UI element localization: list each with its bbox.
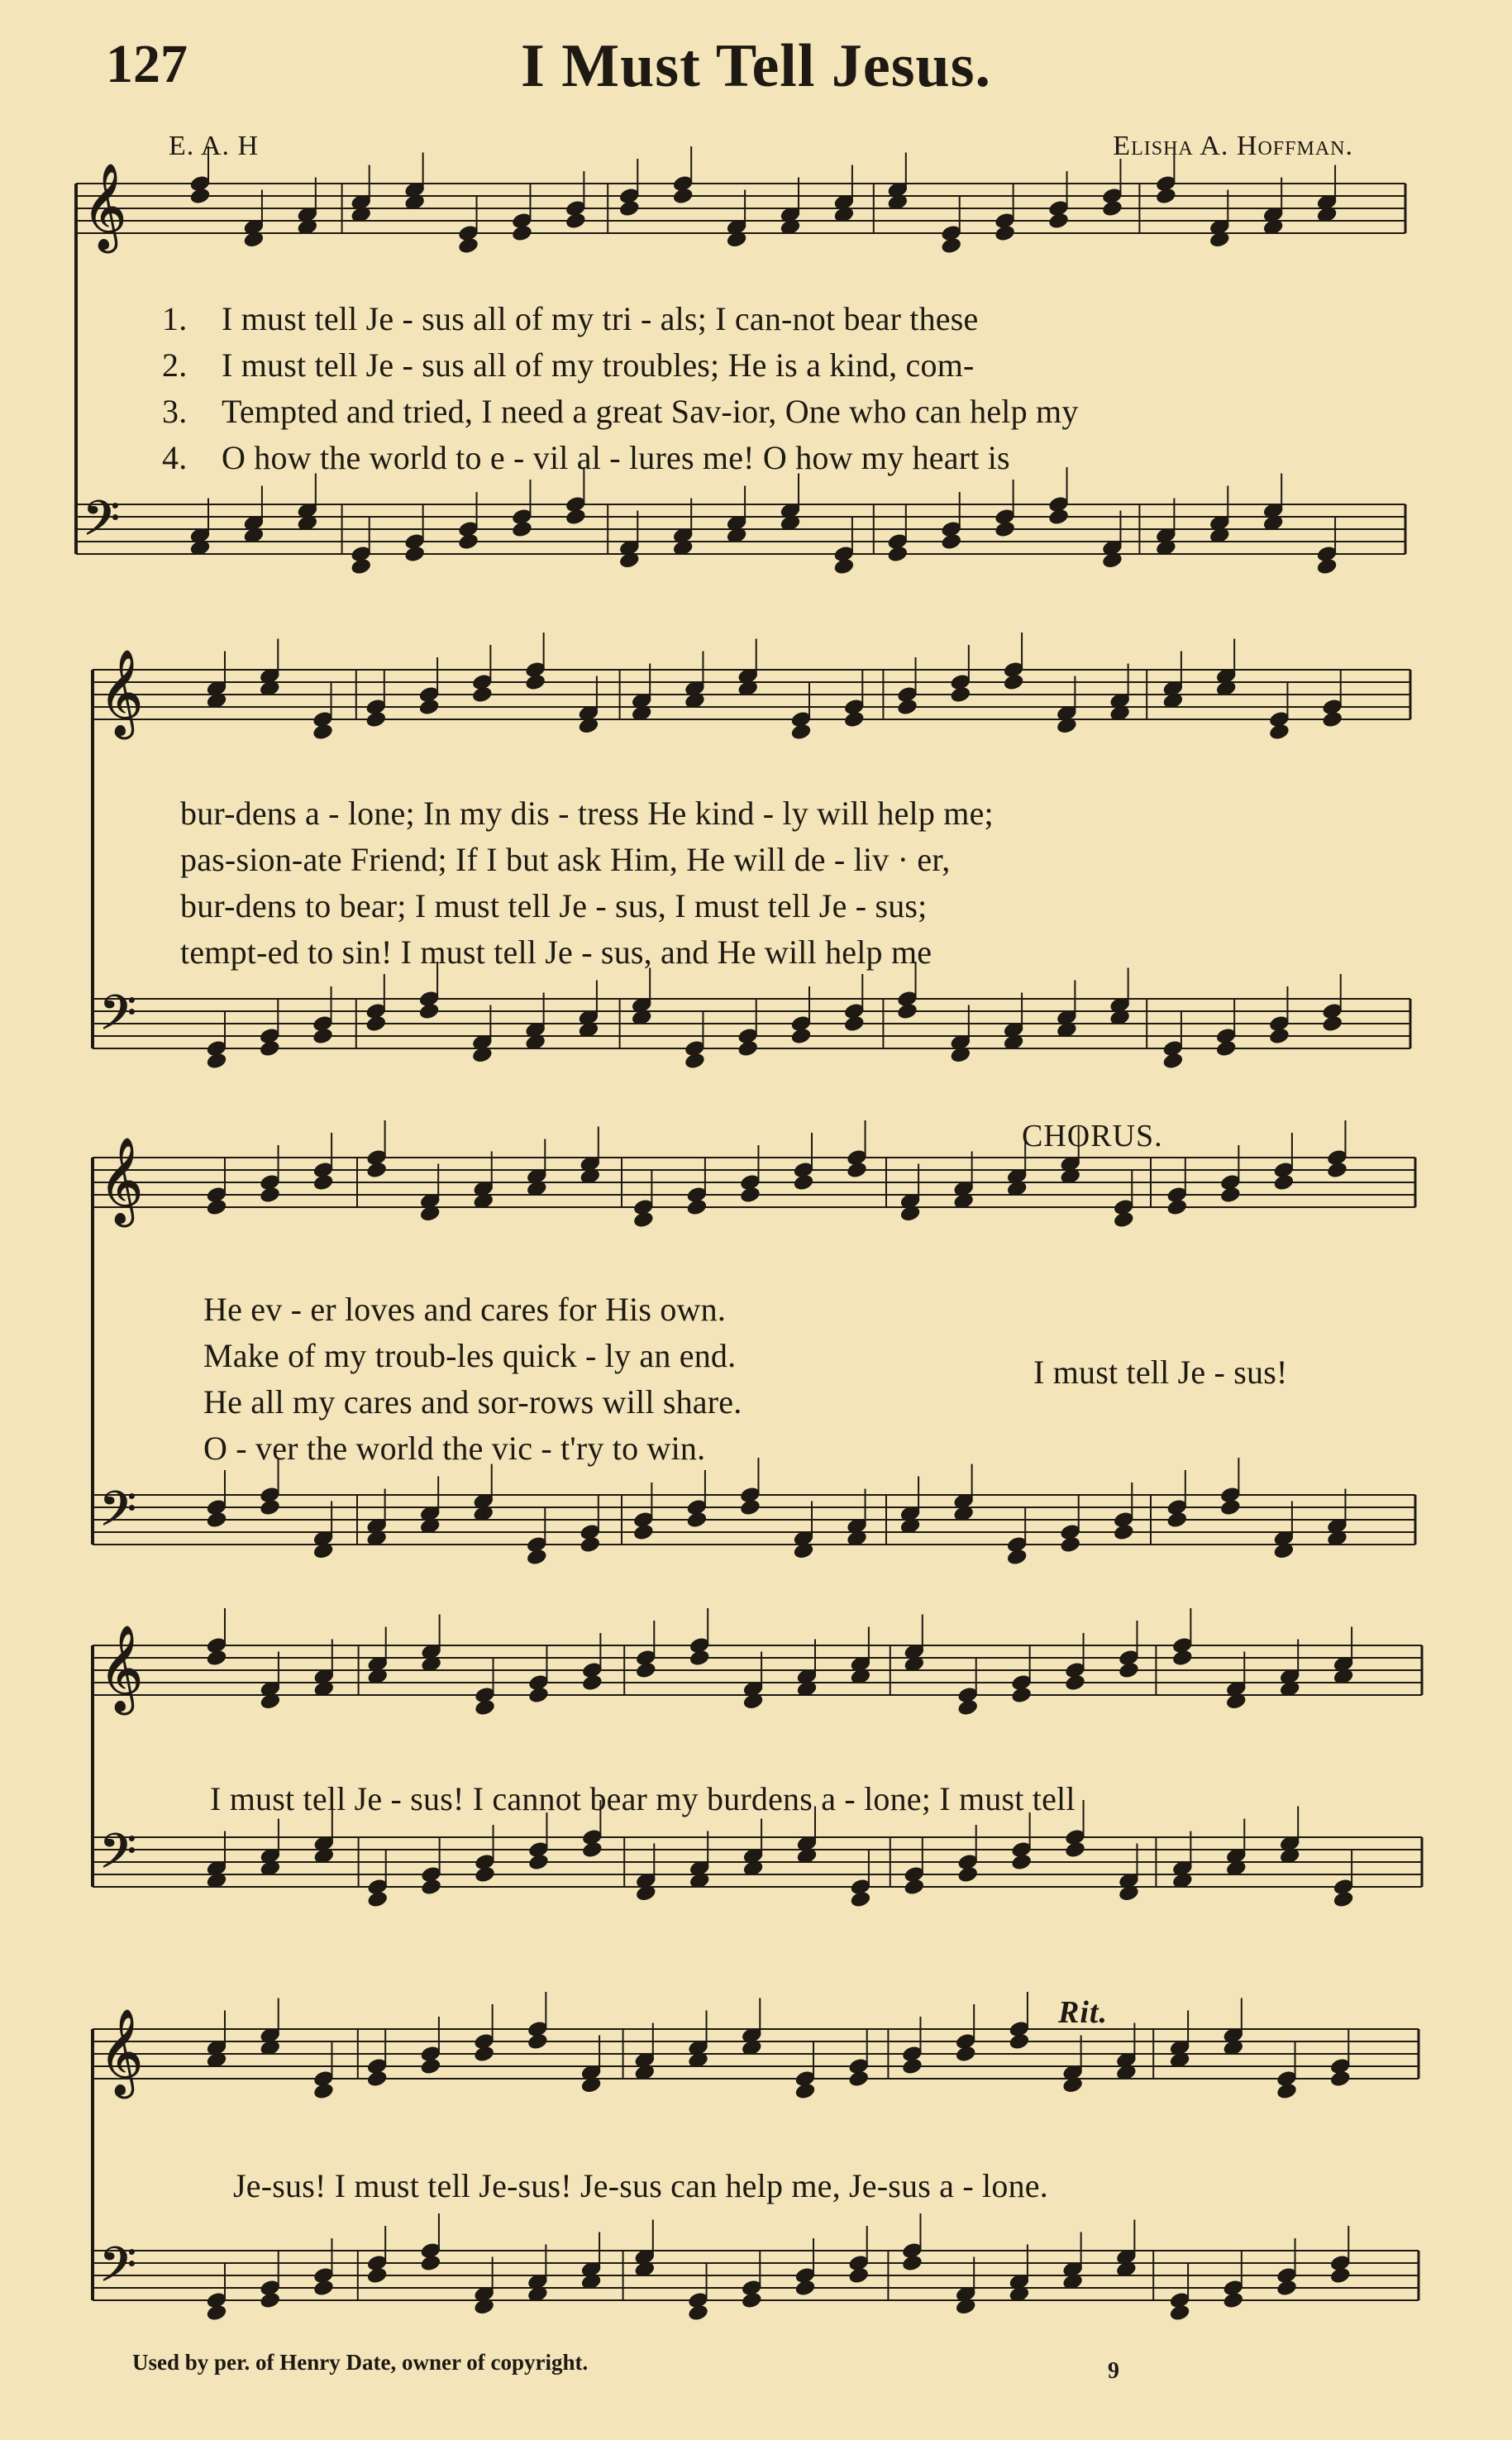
note-head [632, 1523, 654, 1541]
note-head [418, 1002, 440, 1020]
note-head [887, 545, 909, 563]
note-head [740, 1498, 761, 1516]
note-head [1223, 2291, 1244, 2309]
note-head [897, 1002, 918, 1020]
note-head [581, 1841, 603, 1859]
note-head [941, 236, 962, 255]
note-head [312, 723, 334, 741]
note-head [528, 1853, 550, 1871]
note-head [1113, 1210, 1134, 1229]
note-head [957, 1698, 979, 1717]
note-head [902, 2254, 923, 2272]
note-head [527, 2032, 548, 2051]
verse-2-line-3: Make of my troub-les quick - ly an end. [203, 1337, 737, 1374]
note-head [684, 1052, 706, 1070]
note-head [366, 1161, 388, 1179]
note-head [790, 1027, 812, 1045]
verse-3-line-1: 3. Tempted and tried, I need a great Sav-ior, One who can help my [162, 393, 1079, 430]
note-head [1276, 2082, 1298, 2100]
treble-clef: 𝄞 [83, 163, 127, 250]
note-head [189, 187, 211, 205]
bass-clef: 𝄢 [83, 490, 121, 558]
note-head [1322, 710, 1343, 728]
note-head [1162, 1052, 1184, 1070]
note-head [1215, 1039, 1237, 1058]
note-head [1322, 1015, 1343, 1033]
note-head [635, 1661, 656, 1679]
note-head [421, 1878, 442, 1896]
note-head [848, 2070, 870, 2088]
note-head [1006, 1548, 1028, 1566]
note-head [994, 520, 1016, 538]
note-head [902, 2057, 923, 2075]
note-head [904, 1878, 925, 1896]
note-head [475, 1698, 496, 1717]
verse-4-line-3: O - ver the world the vic - t'ry to win. [203, 1430, 706, 1467]
note-head [206, 1198, 227, 1216]
note-head [843, 710, 865, 728]
note-head [1327, 1161, 1348, 1179]
bass-clef: 𝄢 [99, 1823, 137, 1891]
note-head [950, 685, 971, 704]
note-head [1269, 1027, 1290, 1045]
note-head [1065, 1674, 1086, 1692]
note-head [957, 1865, 979, 1884]
verse-3-line-3: He all my cares and sor-rows will share. [203, 1383, 742, 1421]
note-head [312, 1027, 334, 1045]
treble-clef: 𝄞 [99, 649, 144, 736]
verse-3-line-2: bur-dens to bear; I must tell Je - sus, I must tell Je - sus; [180, 887, 928, 924]
note-head [418, 698, 440, 716]
note-head [850, 1890, 871, 1908]
note-head [1011, 1853, 1033, 1871]
note-head [1329, 2070, 1351, 2088]
note-head [206, 1052, 227, 1070]
note-head [512, 224, 533, 242]
note-head [672, 187, 694, 205]
note-head [565, 508, 586, 526]
note-head [897, 698, 918, 716]
note-head [737, 1039, 759, 1058]
verse-1-line-1: 1. I must tell Je - sus all of my tri - als; I can-not bear these [162, 300, 979, 337]
hymn-title: I Must Tell Jesus. [520, 32, 992, 100]
note-head [1011, 1686, 1033, 1704]
note-head [793, 1173, 814, 1191]
note-head [313, 2279, 335, 2297]
note-head [260, 1498, 281, 1516]
note-head [565, 212, 586, 230]
note-head [1060, 1535, 1081, 1554]
note-head [581, 1674, 603, 1692]
chorus-line-3: Je-sus! I must tell Je-sus! Je-sus can help me, Je-sus a - lone. [233, 2167, 1048, 2204]
note-head [404, 545, 426, 563]
note-head [365, 710, 387, 728]
copyright-notice: Used by per. of Henry Date, owner of copyright. [132, 2350, 589, 2375]
treble-clef: 𝄞 [99, 1625, 144, 1712]
note-head [1329, 2266, 1351, 2285]
note-head [260, 2291, 281, 2309]
ritardando-marking: Rit. [1058, 1995, 1108, 2030]
note-head [580, 1535, 601, 1554]
note-head [1166, 1198, 1188, 1216]
note-head [367, 1890, 389, 1908]
composer-credit: Elisha A. Hoffman. [1113, 131, 1353, 161]
note-head [1276, 2279, 1298, 2297]
note-head [632, 1210, 654, 1229]
note-head [365, 1015, 387, 1033]
note-head [843, 1015, 865, 1033]
note-head [847, 1161, 868, 1179]
note-head [1219, 1186, 1241, 1204]
note-head [1155, 187, 1176, 205]
verse-1-line-3: He ev - er loves and cares for His own. [203, 1291, 727, 1328]
note-head [474, 2045, 495, 2063]
note-head [458, 236, 479, 255]
chorus-line-2: I must tell Je - sus! I cannot bear my burdens a - lone; I must tell [210, 1780, 1076, 1817]
note-head [512, 520, 533, 538]
verse-2-line-2: pas-sion-ate Friend; If I but ask Him, He will de - liv · er, [180, 841, 951, 878]
note-head [833, 557, 855, 575]
note-head [1118, 1661, 1140, 1679]
treble-clef: 𝄞 [99, 1137, 144, 1224]
note-head [458, 532, 479, 551]
note-head [313, 2082, 335, 2100]
note-head [525, 673, 546, 691]
note-head [206, 2304, 227, 2322]
verse-2-line-1: 2. I must tell Je - sus all of my troubles; He is a kind, com- [162, 346, 975, 384]
note-head [618, 199, 640, 217]
note-head [1273, 1173, 1295, 1191]
note-head [528, 1686, 550, 1704]
note-head [1003, 673, 1024, 691]
note-head [794, 2279, 816, 2297]
note-head [351, 557, 372, 575]
note-head [741, 2291, 762, 2309]
note-head [366, 2070, 388, 2088]
note-head [1316, 557, 1338, 575]
treble-clef: 𝄞 [99, 2008, 144, 2095]
note-head [955, 2045, 976, 2063]
note-head [1333, 1890, 1354, 1908]
bass-clef: 𝄢 [99, 985, 137, 1053]
page-number: 9 [1108, 2358, 1119, 2384]
note-head [1065, 1841, 1086, 1859]
note-head [1048, 212, 1070, 230]
note-head [794, 2082, 816, 2100]
note-head [686, 1511, 708, 1529]
note-head [1169, 2304, 1190, 2322]
bass-clef: 𝄢 [99, 2237, 137, 2304]
note-head [206, 1649, 227, 1667]
note-head [848, 2266, 870, 2285]
verse-1-line-2: bur-dens a - lone; In my dis - tress He kind - ly will help me; [180, 795, 994, 832]
note-head [260, 1186, 281, 1204]
note-head [420, 2254, 441, 2272]
note-head [994, 224, 1016, 242]
note-head [740, 1186, 761, 1204]
note-head [526, 1548, 547, 1566]
note-head [475, 1865, 496, 1884]
note-head [259, 1039, 280, 1058]
note-head [941, 532, 962, 551]
note-head [1048, 508, 1070, 526]
bass-clef: 𝄢 [99, 1481, 137, 1549]
note-head [686, 1198, 708, 1216]
verse-4-line-2: tempt-ed to sin! I must tell Je - sus, and He will help me [180, 934, 932, 971]
verse-4-line-1: 4. O how the world to e - vil al - lures me! O how my heart is [162, 439, 1010, 476]
note-head [790, 723, 812, 741]
note-head [312, 1173, 334, 1191]
note-head [471, 685, 493, 704]
note-head [689, 1649, 710, 1667]
hymn-number: 127 [106, 34, 188, 94]
chorus-heading: CHORUS. [1022, 1119, 1163, 1153]
note-head [1219, 1498, 1241, 1516]
lyricist-credit: E. A. H [169, 131, 259, 161]
note-head [1113, 1523, 1134, 1541]
note-head [1009, 2032, 1030, 2051]
note-head [206, 1511, 227, 1529]
note-head [688, 2304, 709, 2322]
note-head [1102, 199, 1123, 217]
note-head [1166, 1511, 1188, 1529]
chorus-line-1: I must tell Je - sus! [1033, 1354, 1288, 1391]
note-head [366, 2266, 388, 2285]
note-head [1171, 1649, 1193, 1667]
note-head [420, 2057, 441, 2075]
note-head [1269, 723, 1290, 741]
